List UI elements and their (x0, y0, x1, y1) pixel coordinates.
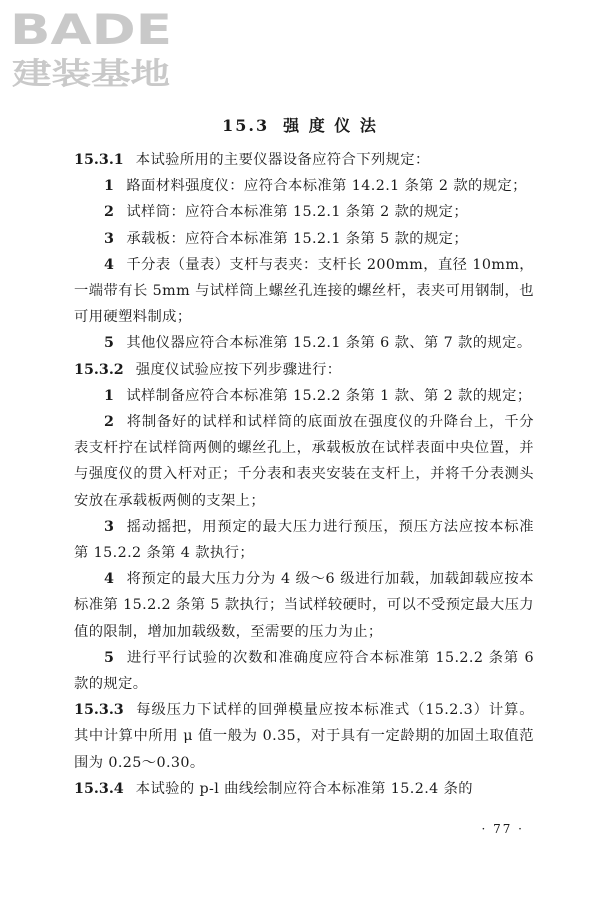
clause-15-3-4 (74, 776, 534, 802)
item-text: 路面材料强度仪：应符合本标准第 14.2.1 条第 2 款的规定； (126, 178, 527, 195)
item-number: 5 (104, 335, 115, 352)
item-text: 将制备好的试样和试样筒的底面放在强度仪的升降台上，千分表支杆拧在试样筒两侧的螺丝孔上，承载板放在试样表面中央位置，并与强度仪的贯入杆对正；千分表和表夹安装在支杆上，并将千分表测头安放在承载板两侧的支架上； (74, 414, 534, 509)
clause-15-3-1 (74, 147, 534, 173)
logo-subtitle-text: 建装基地 (12, 57, 170, 90)
clause-number: 15.3.3 (74, 702, 124, 719)
list-item (74, 383, 534, 409)
clause-number: 15.3.2 (74, 361, 124, 378)
clause-text: 本试验所用的主要仪器设备应符合下列规定： (135, 152, 430, 168)
item-text: 其他仪器应符合本标准第 15.2.1 条第 6 款、第 7 款的规定。 (126, 335, 532, 352)
document-body (74, 147, 534, 802)
list-item (74, 566, 534, 645)
item-text: 将预定的最大压力分为 4 级～6 级进行加载，加载卸载应按本标准第 15.2.2 条第 5 款执行；当试样较硬时，可以不受预定最大压力值的限制，增加加载级数，至需要的压力为止； (74, 571, 534, 640)
logo-brand-text: BADE (10, 5, 172, 54)
item-text: 试样制备应符合本标准第 15.2.2 条第 1 款、第 2 款的规定； (126, 387, 532, 404)
item-text: 试样筒：应符合本标准第 15.2.1 条第 2 款的规定； (126, 204, 469, 221)
item-number: 2 (104, 204, 115, 221)
item-number: 3 (104, 230, 115, 247)
item-number: 1 (104, 387, 115, 404)
item-number: 4 (104, 571, 115, 588)
item-number: 1 (104, 178, 115, 195)
bade-logo-graphic (8, 4, 178, 90)
clause-number: 15.3.4 (74, 780, 124, 797)
clause-15-3-2 (74, 357, 534, 383)
list-item (74, 645, 534, 697)
item-text: 千分表（量表）支杆与表夹：支杆长 200mm，直径 10mm，一端带有长 5mm 与试样筒上螺丝孔连接的螺丝杆，表夹可用钢制，也可用硬塑料制成； (74, 256, 534, 326)
list-item (74, 199, 534, 225)
list-item (74, 252, 534, 331)
clause-text: 每级压力下试样的回弹模量应按本标准式（15.2.3）计算。其中计算中所用 μ 值一般为 0.35，对于具有一定龄期的加固土取值范围为 0.25～0.30。 (74, 702, 534, 771)
item-number: 5 (104, 649, 115, 666)
page-number: · 77 · (481, 822, 524, 836)
section-heading (0, 113, 600, 136)
bade-logo (8, 4, 178, 90)
list-item (74, 226, 534, 252)
list-item (74, 514, 534, 566)
item-number: 4 (104, 256, 115, 273)
item-number: 2 (104, 414, 115, 431)
section-number: 15.3 (222, 116, 270, 135)
item-text: 进行平行试验的次数和准确度应符合本标准第 15.2.2 条第 6 款的规定。 (74, 649, 534, 693)
clause-15-3-3 (74, 697, 534, 776)
clause-number: 15.3.1 (74, 152, 124, 168)
item-text: 承载板：应符合本标准第 15.2.1 条第 5 款的规定； (126, 230, 469, 247)
item-number: 3 (104, 518, 115, 535)
clause-text: 强度仪试验应按下列步骤进行： (135, 361, 342, 378)
list-item (74, 173, 534, 199)
item-text: 摇动摇把，用预定的最大压力进行预压，预压方法应按本标准第 15.2.2 条第 4 款执行； (74, 518, 534, 562)
list-item (74, 330, 534, 356)
clause-text: 本试验的 p-l 曲线绘制应符合本标准第 15.2.4 条的 (135, 780, 474, 797)
section-title-text: 强 度 仪 法 (283, 116, 378, 135)
list-item (74, 409, 534, 514)
